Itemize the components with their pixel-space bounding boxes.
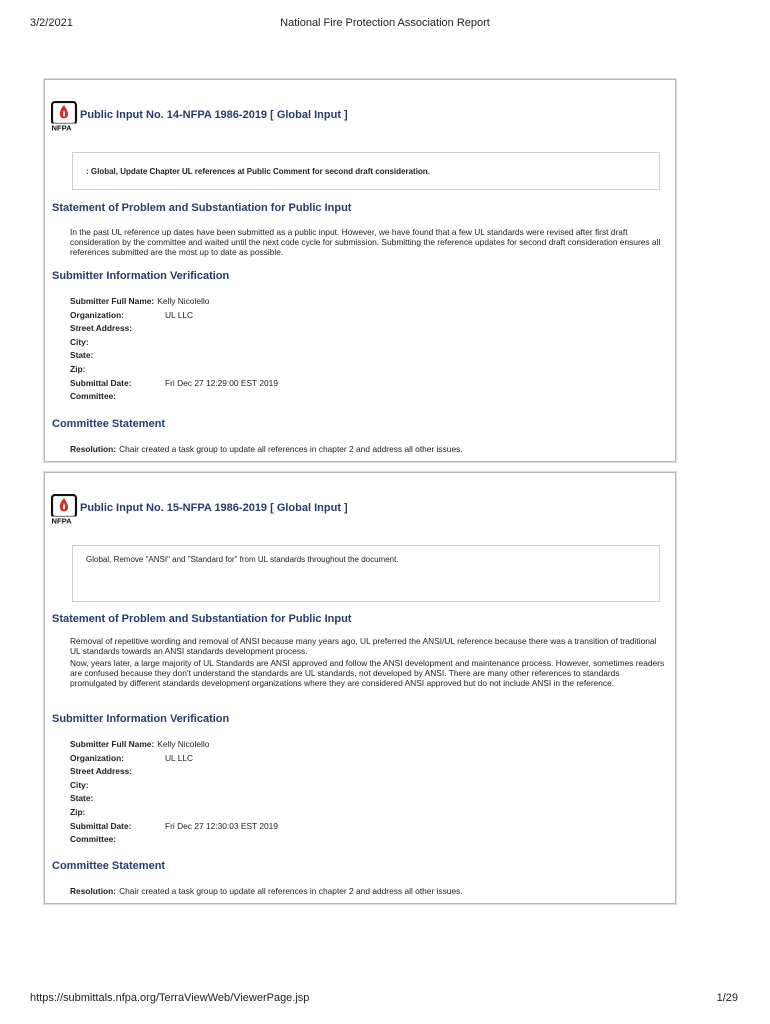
public-input-card [44,79,676,462]
report-title: National Fire Protection Association Report [280,17,490,29]
statement-heading: Statement of Problem and Substantiation for Public Input [52,202,352,214]
statement-text: Now, years later, a large majority of UL Standards are ANSI approved and follow the ANSI development and maintenance process. However, sometimes readers are confused because they don't understand the standards are UL standards, not developed by ANSI. There are many other references to standards promulgated by different standards development organizations where they are considered ANSI approved but do not include ANSI in the reference. [70,658,665,689]
zip-label: Zip: [70,806,86,817]
zip-label: Zip: [70,363,86,374]
organization-label: Organization: [70,752,124,763]
full-name-value: Kelly Nicolello [157,296,210,306]
street-label: Street Address: [70,766,133,777]
resolution-text: Chair created a task group to update all references in chapter 2 and address all other issues. [119,444,463,454]
input-summary: : Global, Update Chapter UL references at Public Comment for second draft consideration. [72,152,660,190]
submitter-info [70,295,278,404]
submitter-heading: Submitter Information Verification [52,270,230,282]
city-label: City: [70,336,89,347]
committee-heading: Committee Statement [52,418,166,430]
input-summary: Global, Remove "ANSI" and "Standard for" from UL standards throughout the document. [72,545,660,602]
resolution-label: Resolution: [70,444,117,454]
submitter-heading: Submitter Information Verification [52,713,230,725]
print-date: 3/2/2021 [30,17,73,29]
resolution [70,444,463,454]
organization-value: UL LLC [165,752,194,763]
page-number: 1/29 [716,992,738,1004]
submittal-date-value: Fri Dec 27 12:30:03 EST 2019 [165,820,278,831]
full-name-label: Submitter Full Name: [70,739,155,749]
statement-text: Removal of repetitive wording and removal of ANSI because many years ago, UL preferred the ANSI/UL reference because there was a transition of traditional UL standards towards an ANSI standards development process. [70,636,657,657]
resolution-text: Chair created a task group to update all references in chapter 2 and address all other issues. [119,886,463,896]
committee-label: Committee: [70,391,117,402]
full-name-label: Submitter Full Name: [70,296,155,306]
organization-label: Organization: [70,309,124,320]
svg-text:NFPA: NFPA [51,123,72,131]
statement-text: In the past UL reference up dates have been submitted as a public input. However, we have found that a few UL standards were revised after first draft consideration by the committee and waited until the next code cycle for submission. Submitting the reference updates for second draft consideration ensures all references submitted are the most up to date as possible. [70,227,661,258]
state-label: State: [70,793,94,804]
submittal-date-label: Submittal Date: [70,377,132,388]
public-input-title: Public Input No. 15-NFPA 1986-2019 [ Global Input ] [80,502,348,514]
nfpa-logo-icon [51,101,79,131]
nfpa-logo-icon [51,494,79,524]
organization-value: UL LLC [165,309,194,320]
public-input-card [44,472,676,904]
submittal-date-label: Submittal Date: [70,820,132,831]
street-label: Street Address: [70,323,133,334]
submittal-date-value: Fri Dec 27 12:29:00 EST 2019 [165,377,278,388]
full-name-value: Kelly Nicolello [157,739,210,749]
committee-label: Committee: [70,834,117,845]
page-url: https://submittals.nfpa.org/TerraViewWeb/ViewerPage.jsp [30,992,310,1004]
resolution [70,886,463,896]
statement-heading: Statement of Problem and Substantiation for Public Input [52,613,352,625]
state-label: State: [70,350,94,361]
svg-text:NFPA: NFPA [51,516,72,524]
resolution-label: Resolution: [70,886,117,896]
committee-heading: Committee Statement [52,860,166,872]
public-input-title: Public Input No. 14-NFPA 1986-2019 [ Global Input ] [80,109,348,121]
city-label: City: [70,779,89,790]
submitter-info [70,738,278,847]
